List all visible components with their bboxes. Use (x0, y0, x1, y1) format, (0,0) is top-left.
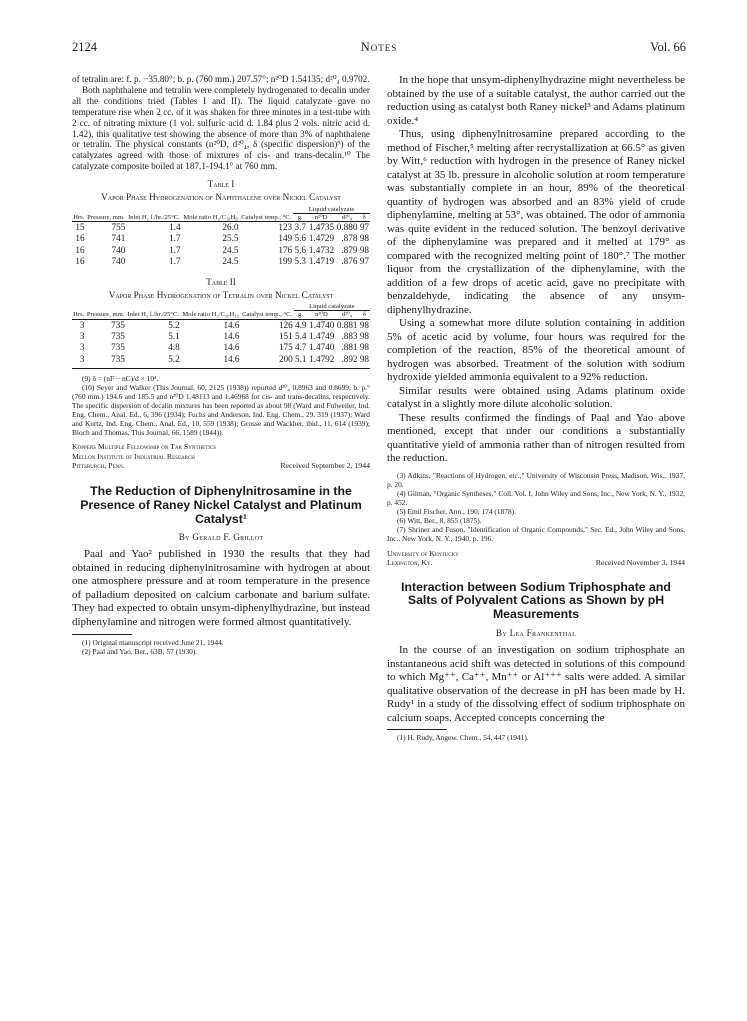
paragraph: In the course of an investigation on sodium triphosphate an instantaneous acid shift was detected in solutions of this compound to which Mg⁺⁺, Ca⁺⁺, Mn⁺⁺ or Al⁺⁺⁺ salts were added. A similar qualitative observation of the decrease in pH has been made by H. Rudy¹ in a study of the dissolving effect of sodium triphosphate on calcium soaps. Accepted concepts concerning the (387, 644, 685, 724)
col-header: Hrs. (73, 311, 85, 319)
col-header: g. (297, 213, 303, 221)
article-title: The Reduction of Diphenylnitrosamine in the Presence of Raney Nickel Catalyst and Platinum Catalyst¹ (80, 484, 362, 526)
footnote: (4) Gilman, "Organic Syntheses," Coll. Vol. I, John Wiley and Sons, Inc., New York, N. Y., 1932, p. 452. (387, 488, 685, 507)
col-header: n²⁰D (314, 213, 328, 221)
col-header: Catalyst temp., °C. (241, 213, 292, 221)
col-header: n²⁰D (315, 311, 328, 319)
footnote: (5) Emil Fischer, Ann., 190, 174 (1878). (397, 506, 516, 516)
col-header: d²⁰₄ (341, 311, 353, 319)
footnote: (6) Witt, Ber., 8, 855 (1875). (397, 515, 482, 525)
group-header: Liquid catalyzate (294, 303, 370, 311)
data-table-1 (72, 206, 370, 268)
footnote: (1) H. Rudy, Angew. Chem., 54, 447 (1941). (397, 733, 529, 743)
affiliation-line: Mellon Institute of Industrial Research (72, 451, 195, 461)
table-row: 3 735 5.2 14.6 200 5.1 1.4792 .892 98 (79, 353, 369, 364)
author-byline: By Gerald F. Grillot (178, 532, 264, 543)
group-header: Liquid catalyzate (293, 206, 370, 214)
paragraph: Paal and Yao² published in 1930 the results that they had obtained in reducing diphenylnitrosamine with hydrogen at about one atmosphere pressure and at room temperature in the presence of palladium deposited on calcium carbonate and barium sulfate. They had expected to obtain unsym-diphenylhydrazine, but instead diphenylamine and nitrogen were formed almost quantitatively. (72, 548, 370, 628)
table-row: 3 735 5.1 14.6 151 5.4 1.4749 .883 98 (79, 331, 369, 341)
location-received-row (72, 461, 370, 471)
col-header: Inlet H₂ l./hr./25°C. (128, 213, 180, 221)
table-row: 16 740 1.7 24.5 199 5.3 1.4719 .876 97 (75, 256, 369, 267)
col-header: g. (298, 311, 304, 319)
col-header: d²⁰₄ (341, 213, 352, 221)
col-header: Catalyst temp., °C. (242, 311, 293, 319)
table-title: Vapor Phase Hydrogenation of Tetralin over Nickel Catalyst (108, 289, 334, 300)
page-header (72, 40, 686, 56)
col-header: Hrs. (73, 213, 85, 221)
received-date: Received November 3, 1944 (595, 558, 685, 568)
footnote: (1) Original manuscript received June 21, 1944. (82, 638, 224, 648)
data-table-2 (72, 303, 370, 365)
footnote: (10) Seyer and Walker (This Journal, 60, 2125 (1938)) reported d²⁰₄ 0.8963 and 0.8699, b. p.° (760 mm.) 194.6 and 185.5 and n²⁰D 1.48113 and 1.46968 for cis- and trans-decalins, respectively. The specific dispersion of decalin mixtures has been reported as about 98 (Ward and Fulweiler, Ind. Eng. Chem., Anal. Ed., 6, 396 (1934); Fuchs and Anderson, Ind. Eng. Chem., 29, 319 (1937); Ward and Kurtz, Ind. Eng. Chem., Anal. Ed., 10, 559 (1938); Grosse and Wackher, ibid., 11, 614 (1939); Bloch and Thomas, This Journal, 66, 1589 (1944)). (72, 383, 370, 438)
paragraph: Thus, using diphenylnitrosamine prepared according to the method of Fischer,⁵ melting after recrystallization at 66.5° as given by Witt,⁶ reduction with hydrogen in the presence of Raney nickel catalyst at 35 lb. pressure in alcoholic solution at room temperature was substantially complete in an hour, 89% of the theoretical quantity of hydrogen was absorbed and an 83% yield of crude diphenylamine, melting at 53°, was obtained. The odor of ammonia was quite evident in the reduced solution. The benzoyl derivative of the diphenylamine was prepared and it melted at 179° as compared with the recognized melting point of 180°.⁷ The mother liquor from the crystallization of the diphenylamine, with the addition of a few drops of acetic acid, gave no precipitate with benzaldehyde, indicating the absence of any unsym-diphenylhydrazine. (387, 128, 685, 316)
footnote: (3) Adkins, "Reactions of Hydrogen, etc.," University of Wisconsin Press, Madison, Wis., 1937, p. 20. (387, 470, 685, 489)
table-row: 15 755 1.4 26.0 123 3.7 1.4735 0.880 97 (72, 222, 370, 234)
location: Pittsburgh, Penn. (72, 461, 125, 471)
col-header: Mole ratio H₂/C₁₀H₈ (183, 213, 238, 221)
continuation-text: of tetralin are: f. p. −35.80°; b. p. (760 mm.) 207.57°; n²⁰D 1.54135; d²⁰₄ 0.9702. (72, 74, 370, 84)
running-title: Notes (360, 40, 398, 54)
table-row: 16 741 1.7 25.5 149 5.6 1.4729 .878 98 (75, 233, 369, 244)
location: Lexington, Ky. (387, 558, 433, 568)
paragraph: Similar results were obtained using Adams platinum oxide catalyst in a slightly more dilute alcoholic solution. (387, 384, 685, 410)
footnote: (2) Paal and Yao, Ber., 63B, 57 (1930). (82, 647, 198, 657)
paragraph: Both naphthalene and tetralin were completely hydrogenated to decalin under all the conditions tried (Tables I and II). The liquid catalyzate gave no temperature rise when 2 cc. of it was shaken for three minutes in a test-tube with 2 cc. of nitrating mixture (1 vol. sulfuric acid d. 1.84 plus 2 vols. nitric acid d. 1.42), this qualitative test showing the absence of more than 3% of naphthalene or tetralin. The physical constants (n²⁰D, d²⁰₄, δ (specific dispersion)⁹) of the catalyzates agreed with those of mixtures of cis- and trans-decalin.¹⁰ The catalyzate composite boiled at 187.1-194.1° at 760 mm. (72, 84, 370, 172)
footnote: (7) Shriner and Fuson, "Identification of Organic Compounds," Sec. Ed., John Wiley and Sons, Inc., New York, N. Y., 1940, p. 196. (387, 524, 685, 543)
left-column (72, 74, 370, 656)
table-row: 16 740 1.7 24.5 176 5.6 1.4732 .879 98 (75, 244, 369, 255)
col-header: Pressure, mm. (86, 311, 125, 319)
table-row: 3 735 5.2 14.6 126 4.9 1.4740 0.881 98 (72, 319, 370, 331)
col-header: δ (362, 311, 366, 319)
received-date: Received September 2, 1944 (280, 461, 370, 471)
right-column (387, 74, 685, 742)
author-byline: By Lea Frankenthal (495, 628, 577, 639)
affiliation-line: University of Kentucky (387, 548, 459, 558)
paragraph: Using a somewhat more dilute solution containing in addition 5% of acetic acid by volume, four hours was required for the completion of the reaction, 85% of the theoretical amount of hydrogen was absorbed. Treatment of the solution with sodium hydroxide yielded ammonia equivalent to a 92% reduction. (387, 317, 685, 383)
volume-label: Vol. 66 (650, 40, 686, 54)
location-received-row (387, 558, 685, 568)
col-header: Mole ratio H₂/C₁₀H₁₂ (182, 311, 239, 319)
affiliation-line: Koppers Multiple Fellowship on Tar Synthetics (72, 442, 217, 452)
table-label: Table II (206, 276, 236, 287)
footnote: (9) δ = (nF − nC)/d × 10⁴. (82, 374, 159, 384)
col-header: δ (362, 213, 366, 221)
table-label: Table I (207, 179, 235, 190)
page-number: 2124 (72, 40, 97, 54)
col-header: Pressure, mm. (87, 213, 125, 221)
table-row: 3 735 4.8 14.6 175 4.7 1.4740 .881 98 (79, 342, 369, 353)
article-title: Interaction between Sodium Triphosphate and Salts of Polyvalent Cations as Shown by pH Measurements (401, 579, 671, 622)
paragraph: In the hope that unsym-diphenylhydrazine might nevertheless be obtained by the use of a suitable catalyst, the author carried out the reduction using as catalyst both Raney nickel³ and Adams platinum oxide.⁴ (387, 74, 685, 127)
col-header: Inlet H₂ l./hr./25°C. (127, 311, 180, 319)
paragraph: These results confirmed the findings of Paal and Yao above mentioned, except that under our conditions a substantially quantitative yield of ammonia rather than of nitrogen resulted from the reduction. (387, 411, 685, 464)
table-title: Vapor Phase Hydrogenation of Naphthalene over Nickel Catalyst (101, 192, 341, 203)
